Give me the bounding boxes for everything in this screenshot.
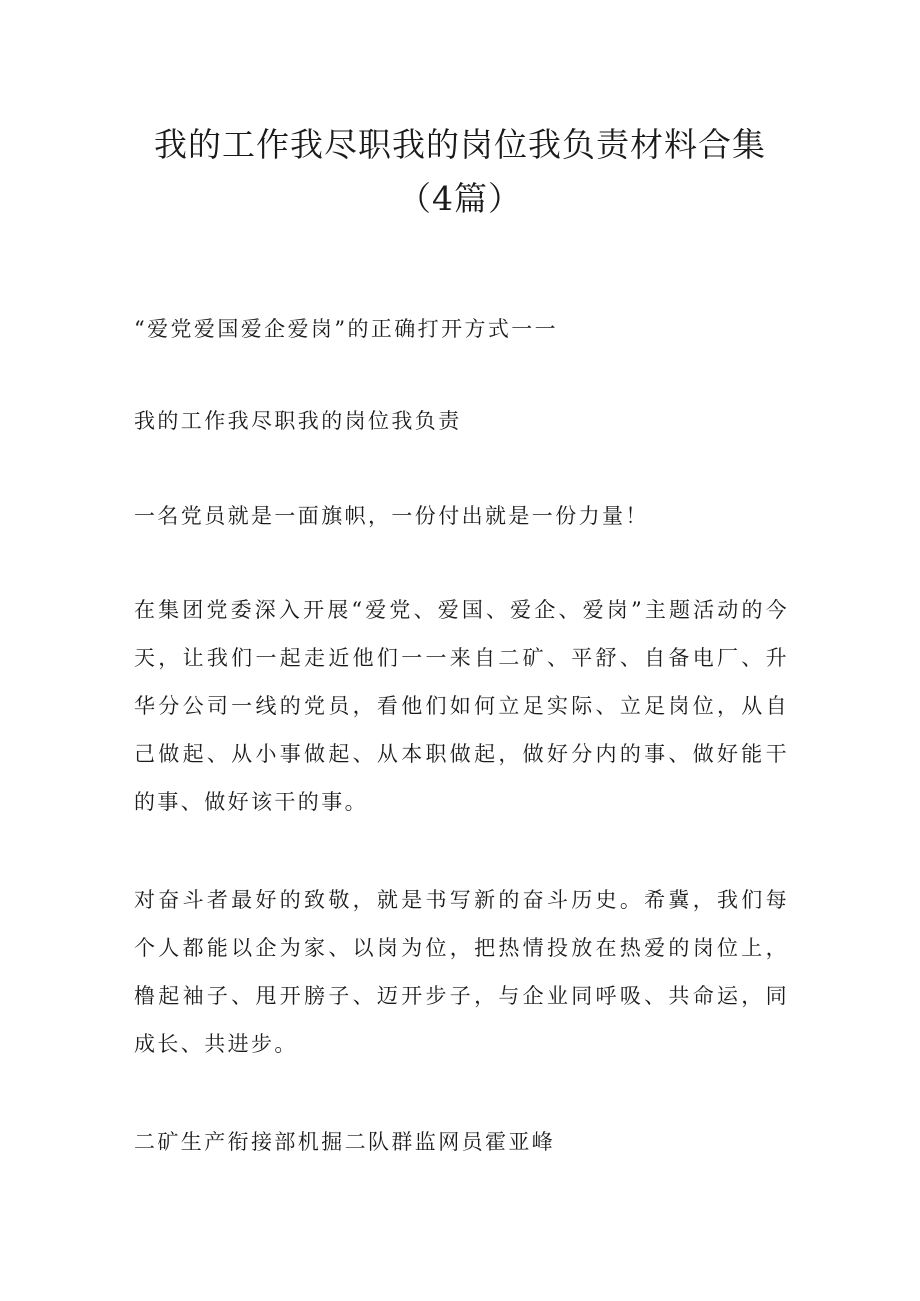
slogan-paragraph: 一名党员就是一面旗帜，一份付出就是一份力量！ <box>134 504 649 528</box>
section-heading: 我的工作我尽职我的岗位我负责 <box>134 409 462 433</box>
author-line: 二矿生产衔接部机掘二队群监网员霍亚峰 <box>134 1130 556 1154</box>
section-heading-quote: “爱党爱国爱企爱岗”的正确打开方式一一 <box>134 317 559 341</box>
intro-paragraph: 在集团党委深入开展“爱党、爱国、爱企、爱岗”主题活动的今天，让我们一起走近他们一一来自二矿、平舒、自备电厂、升华分公司一线的党员，看他们如何立足实际、立足岗位，从自己做起、从小事做起、从本职做起，做好分内的事、做好能干的事、做好该干的事。 <box>134 598 789 814</box>
tribute-paragraph: 对奋斗者最好的致敬，就是书写新的奋斗历史。希冀，我们每个人都能以企为家、以岗为位，把热情投放在热爱的岗位上，橹起袖子、甩开膀子、迈开步子，与企业同呼吸、共命运，同成长、共进步。 <box>134 888 789 1056</box>
document-title: 我的工作我尽职我的岗位我负责材料合集 <box>154 125 766 164</box>
document-title-subtitle: （4篇） <box>398 179 522 218</box>
